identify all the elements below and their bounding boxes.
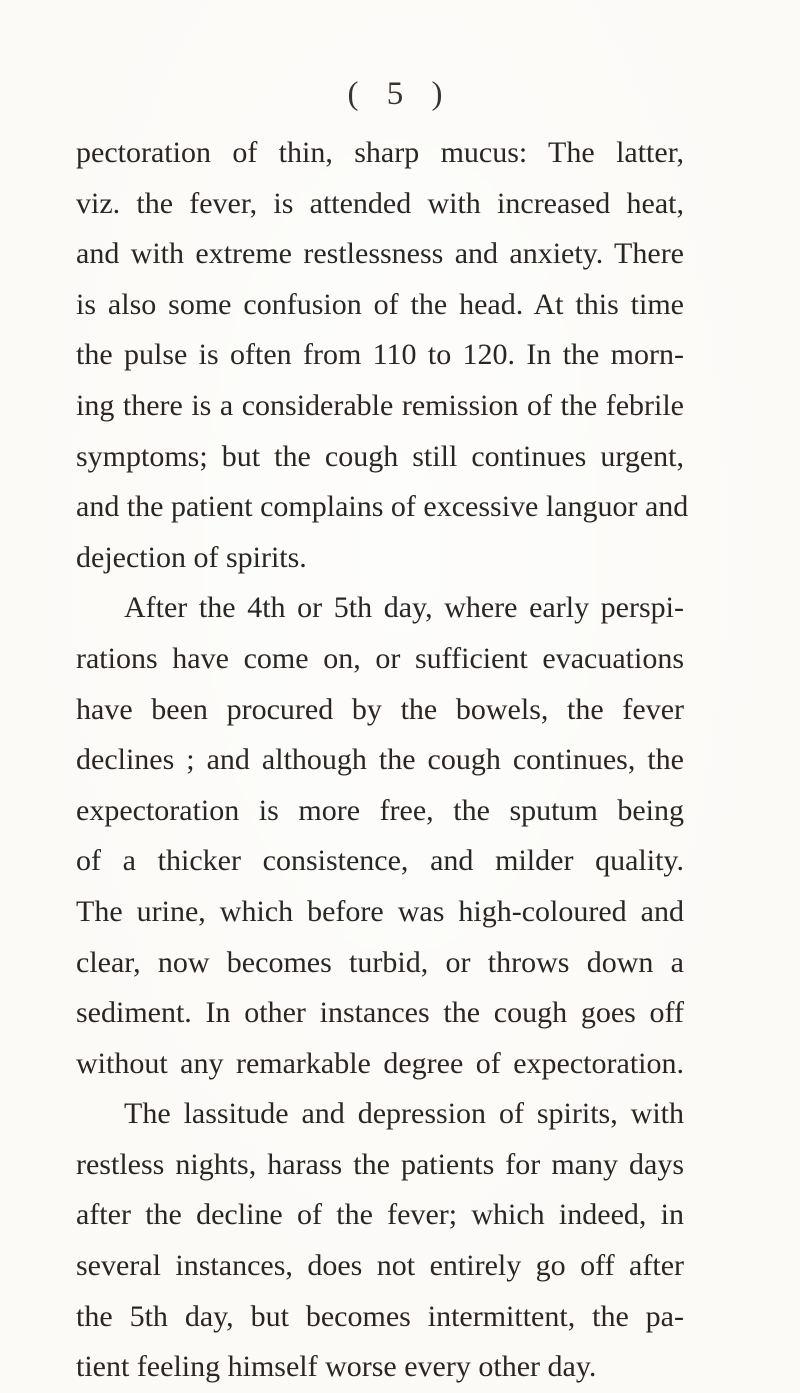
text-line: The lassitude and depression of spirits, with xyxy=(124,1097,684,1131)
text-line: declines ; and although the cough continues, the xyxy=(76,743,684,777)
text-line: restless nights, harass the patients for many days xyxy=(76,1147,684,1181)
text-line: pectoration of thin, sharp mucus: The latter, xyxy=(76,136,684,169)
text-line: tient feeling himself worse every other day. xyxy=(76,1350,597,1384)
text-line: the 5th day, but becomes intermittent, the pa- xyxy=(76,1299,684,1333)
text-line: is also some confusion of the head. At this time xyxy=(76,287,684,321)
text-line: viz. the fever, is attended with increased heat, xyxy=(76,186,684,220)
text-line: clear, now becomes turbid, or throws down a xyxy=(76,945,684,979)
text-line: sediment. In other instances the cough goes off xyxy=(76,996,684,1030)
text-line: and with extreme restlessness and anxiety. There xyxy=(76,237,684,271)
text-line: after the decline of the fever; which indeed, in xyxy=(76,1198,684,1232)
text-line: several instances, does not entirely go off after xyxy=(76,1249,684,1283)
text-line: rations have come on, or sufficient evacuations xyxy=(76,641,684,675)
body-text xyxy=(76,128,689,1393)
text-line: ing there is a considerable remission of the febrile xyxy=(76,388,684,422)
text-line: expectoration is more free, the sputum being xyxy=(76,793,684,827)
text-line: the pulse is often from 110 to 120. In the morn- xyxy=(76,338,684,372)
text-line: After the 4th or 5th day, where early perspi- xyxy=(124,591,684,625)
text-line: dejection of spirits. xyxy=(76,540,307,574)
page-number: ( 5 ) xyxy=(347,76,453,112)
text-line: without any remarkable degree of expectoration. xyxy=(76,1046,684,1080)
text-line: symptoms; but the cough still continues urgent, xyxy=(76,439,684,473)
text-line: have been procured by the bowels, the fever xyxy=(76,692,684,726)
text-line: The urine, which before was high-coloured and xyxy=(76,894,684,928)
text-line: and the patient complains of excessive languor and xyxy=(76,490,689,524)
text-line: of a thicker consistence, and milder quality. xyxy=(76,844,684,878)
